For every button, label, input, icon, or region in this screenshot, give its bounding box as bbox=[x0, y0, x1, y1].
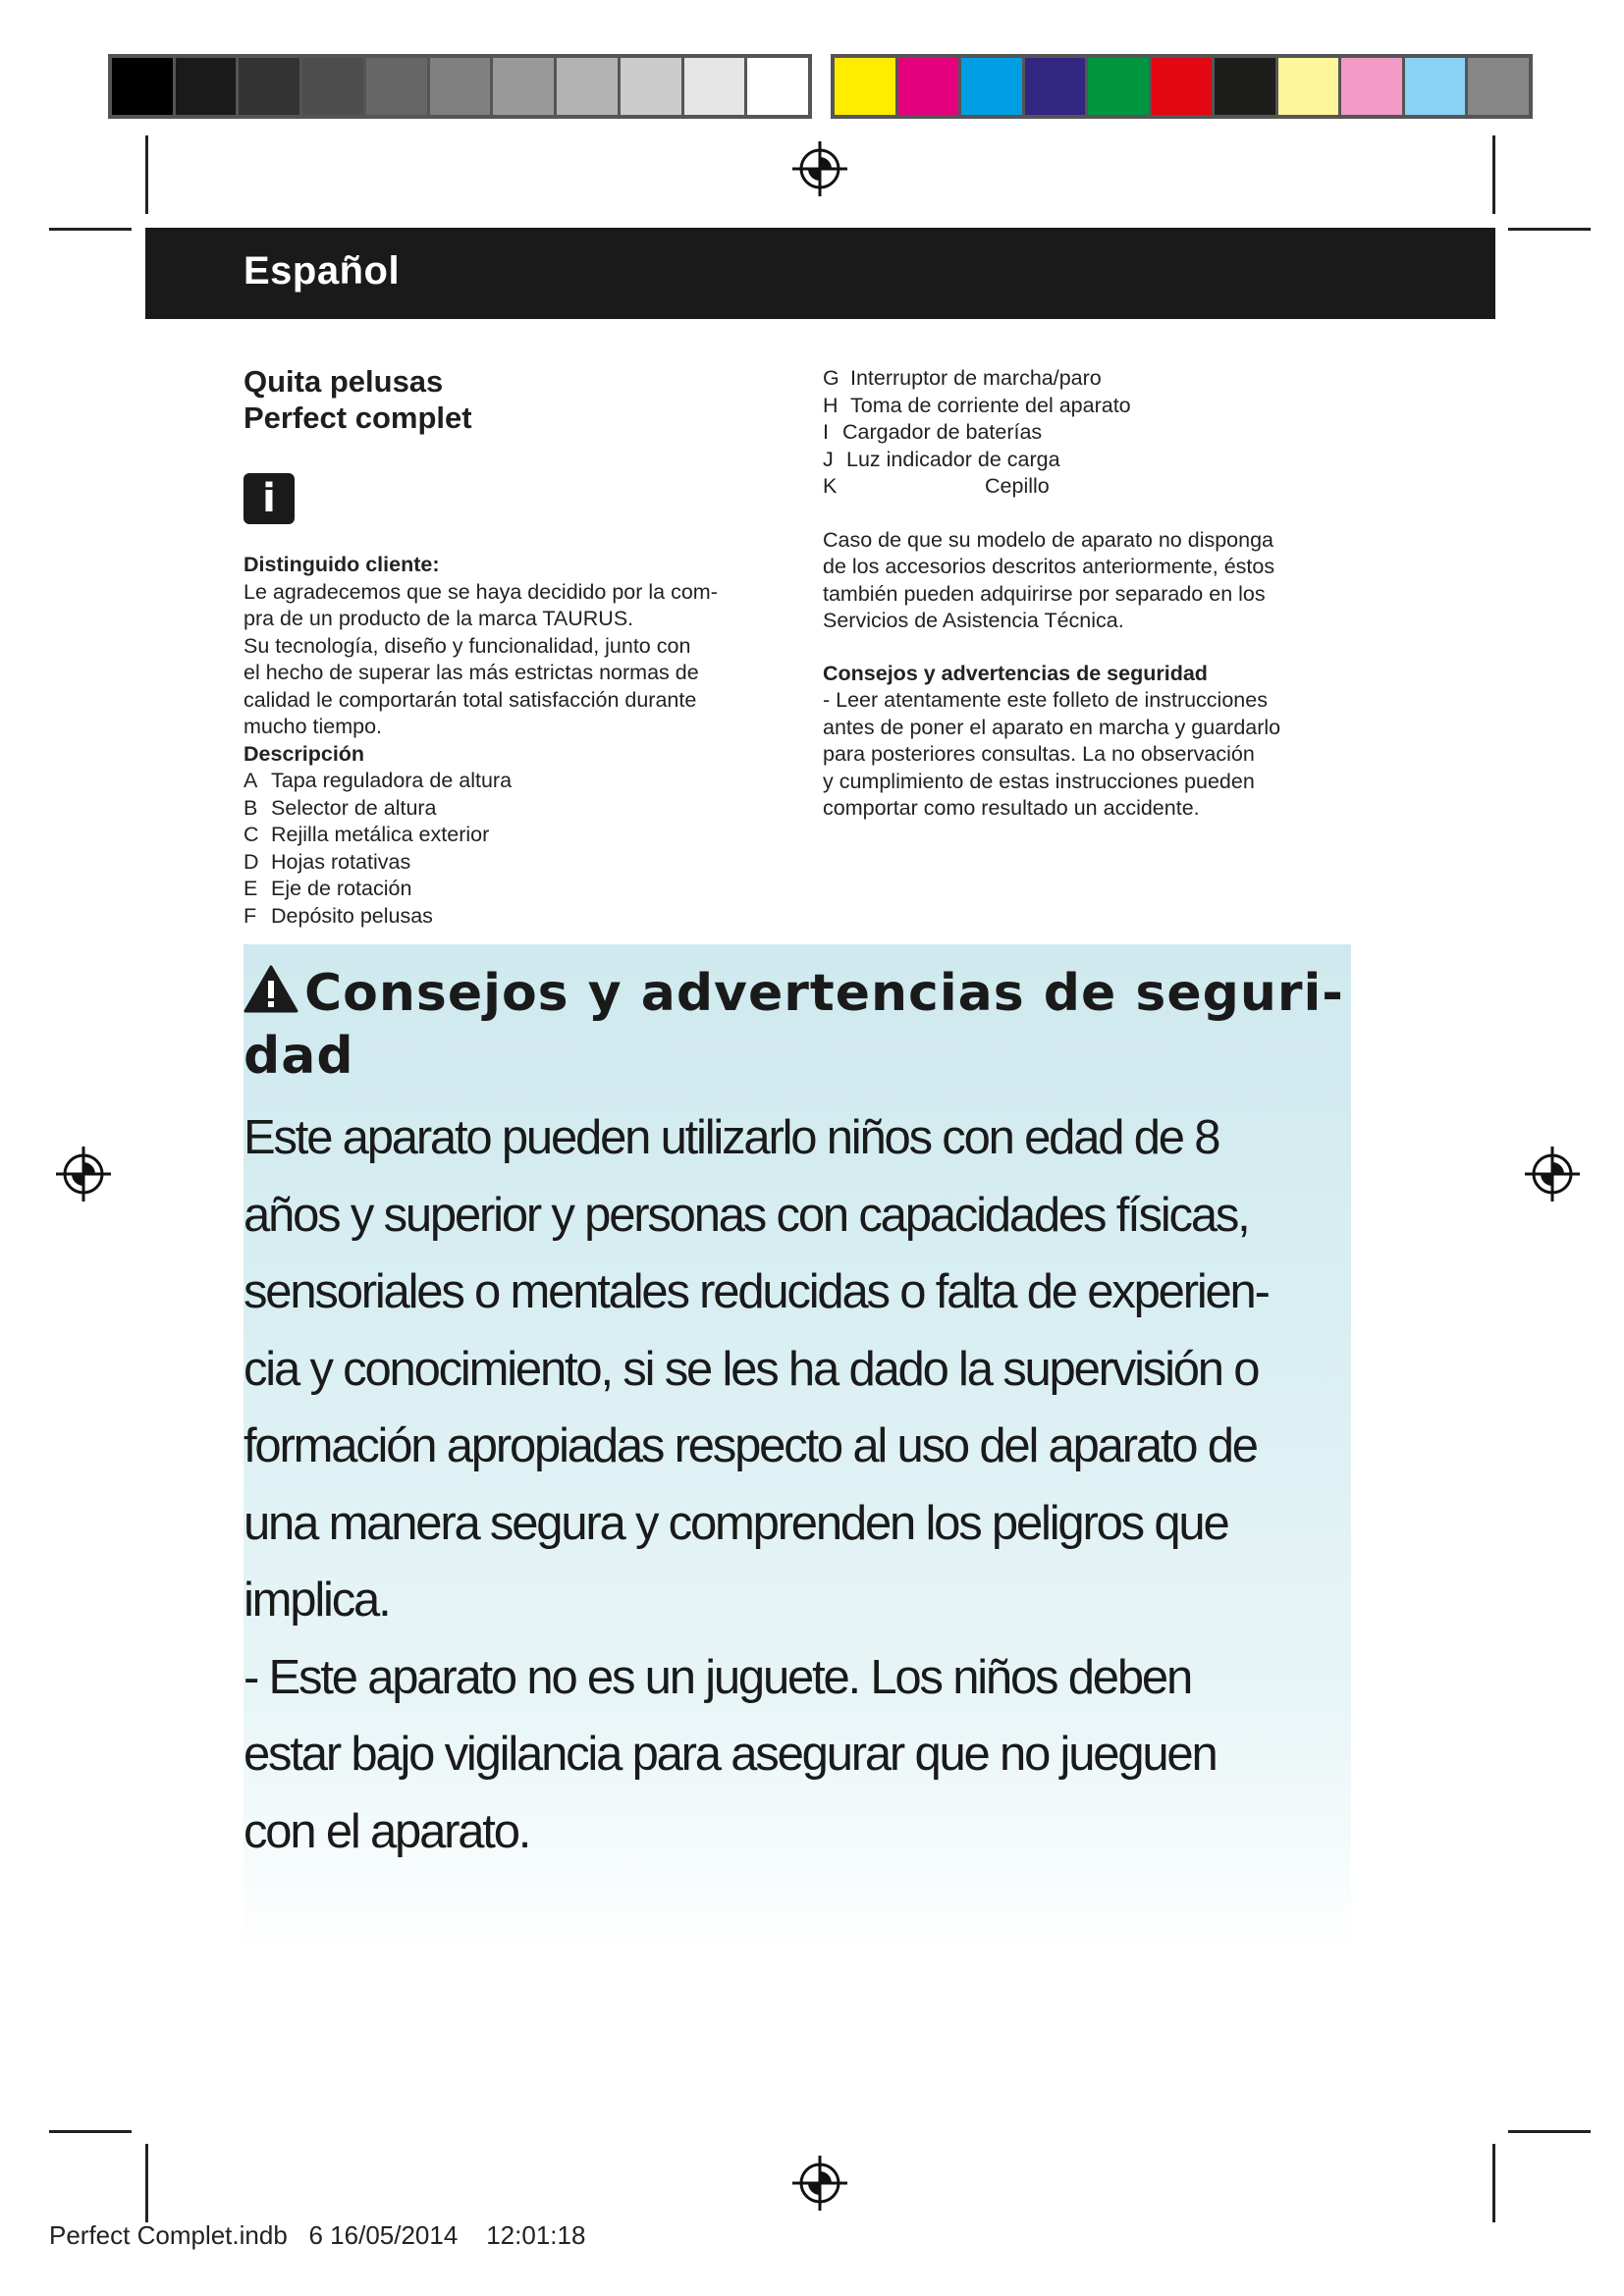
color-swatch-3 bbox=[1025, 58, 1089, 115]
list-item bbox=[823, 419, 1333, 447]
safety-body-line: con el aparato. bbox=[244, 1804, 530, 1858]
safety-body-line: estar bajo vigilancia para asegurar que no jueguen bbox=[244, 1728, 1217, 1781]
color-swatch-5 bbox=[1152, 58, 1216, 115]
accessories-line: de los accesorios descritos anteriormente, éstos bbox=[823, 555, 1275, 578]
gray-swatch-6 bbox=[493, 58, 557, 115]
gray-swatch-7 bbox=[557, 58, 621, 115]
safety-intro-paragraph bbox=[823, 687, 1333, 823]
part-label: Eje de rotación bbox=[271, 877, 412, 900]
safety-intro-line: y cumplimiento de estas instrucciones pueden bbox=[823, 769, 1255, 793]
registration-mark-icon bbox=[1525, 1147, 1580, 1201]
part-letter: K bbox=[823, 474, 838, 498]
accessories-line: también pueden adquirirse por separado en los bbox=[823, 581, 1266, 606]
parts-list bbox=[244, 768, 764, 930]
part-letter: F bbox=[244, 903, 257, 928]
crop-mark-top-left-horizontal bbox=[49, 228, 132, 231]
language-title: Español bbox=[244, 249, 401, 293]
list-item bbox=[244, 822, 764, 849]
safety-heading bbox=[244, 962, 1351, 1088]
list-item bbox=[823, 393, 1333, 420]
part-letter: G bbox=[823, 366, 839, 390]
greeting-line: pra de un producto de la marca TAURUS. bbox=[244, 607, 634, 630]
gray-swatch-3 bbox=[302, 58, 366, 115]
part-letter: A bbox=[244, 769, 258, 792]
safety-body-line: cia y conocimiento, si se les ha dado la supervisión o bbox=[244, 1342, 1259, 1396]
greeting-line: calidad le comportarán total satisfacción durante bbox=[244, 687, 697, 712]
safety-subtitle: Consejos y advertencias de seguridad bbox=[823, 661, 1208, 685]
part-letter: I bbox=[823, 420, 829, 444]
slug-date: 16/05/2014 bbox=[330, 2220, 459, 2250]
registration-mark-icon bbox=[792, 2156, 847, 2211]
greeting-line: Su tecnología, diseño y funcionalidad, junto con bbox=[244, 633, 691, 658]
grayscale-color-bar bbox=[108, 54, 812, 119]
color-swatch-7 bbox=[1278, 58, 1342, 115]
safety-warning-box bbox=[244, 944, 1351, 1953]
color-swatch-4 bbox=[1088, 58, 1152, 115]
left-column bbox=[244, 363, 764, 930]
crop-mark-bottom-left-horizontal bbox=[49, 2130, 132, 2133]
safety-intro-line: - Leer atentamente este folleto de instrucciones bbox=[823, 688, 1268, 712]
crop-mark-top-right-vertical bbox=[1492, 135, 1495, 214]
description-title: Descripción bbox=[244, 741, 365, 766]
part-letter: E bbox=[244, 877, 258, 900]
safety-heading-line1: Consejos y advertencias de seguri- bbox=[304, 964, 1344, 1023]
color-swatch-0 bbox=[835, 58, 898, 115]
part-label: Selector de altura bbox=[271, 795, 437, 820]
gray-swatch-1 bbox=[176, 58, 240, 115]
accessories-paragraph bbox=[823, 527, 1333, 635]
gray-swatch-0 bbox=[112, 58, 176, 115]
parts-list-continued bbox=[823, 365, 1333, 501]
greeting-line: mucho tiempo. bbox=[244, 715, 383, 738]
safety-body-line: sensoriales o mentales reducidas o falta de experien- bbox=[244, 1265, 1269, 1318]
registration-mark-icon bbox=[56, 1147, 111, 1201]
accessories-line: Servicios de Asistencia Técnica. bbox=[823, 609, 1124, 632]
part-letter: H bbox=[823, 393, 839, 417]
part-label: Cepillo bbox=[985, 474, 1050, 498]
part-label: Interruptor de marcha/paro bbox=[850, 366, 1102, 390]
safety-intro-line: comportar como resultado un accidente. bbox=[823, 796, 1200, 820]
part-letter: C bbox=[244, 823, 259, 846]
crop-mark-top-right-horizontal bbox=[1508, 228, 1591, 231]
language-header-band bbox=[145, 228, 1495, 319]
crop-mark-bottom-left-vertical bbox=[145, 2144, 148, 2222]
color-swatch-2 bbox=[961, 58, 1025, 115]
safety-body-line: implica. bbox=[244, 1574, 390, 1627]
accessories-line: Caso de que su modelo de aparato no disponga bbox=[823, 527, 1274, 552]
color-swatch-6 bbox=[1215, 58, 1278, 115]
crop-mark-bottom-right-horizontal bbox=[1508, 2130, 1591, 2133]
print-slug bbox=[49, 2220, 585, 2251]
greeting-line: Le agradecemos que se haya decidido por la com- bbox=[244, 579, 718, 604]
safety-body bbox=[244, 1099, 1351, 1870]
product-name-line2: Perfect complet bbox=[244, 400, 472, 435]
gray-swatch-8 bbox=[621, 58, 684, 115]
info-icon: i bbox=[244, 473, 295, 524]
list-item bbox=[244, 795, 764, 823]
slug-time: 12:01:18 bbox=[486, 2220, 586, 2250]
part-label: Luz indicador de carga bbox=[846, 447, 1060, 471]
list-item bbox=[244, 768, 764, 795]
crop-mark-bottom-right-vertical bbox=[1492, 2144, 1495, 2222]
part-letter: B bbox=[244, 795, 258, 820]
part-label: Cargador de baterías bbox=[842, 420, 1043, 444]
list-item bbox=[823, 365, 1333, 393]
color-swatch-9 bbox=[1405, 58, 1469, 115]
list-item bbox=[244, 849, 764, 877]
gray-swatch-10 bbox=[747, 58, 808, 115]
part-letter: D bbox=[244, 849, 259, 874]
crop-mark-top-left-vertical bbox=[145, 135, 148, 214]
part-label: Hojas rotativas bbox=[271, 849, 411, 874]
color-swatch-10 bbox=[1468, 58, 1529, 115]
greeting-paragraph bbox=[244, 579, 764, 741]
part-letter: J bbox=[823, 447, 834, 471]
part-label: Depósito pelusas bbox=[271, 903, 433, 928]
product-name-line1: Quita pelusas bbox=[244, 364, 444, 399]
safety-heading-line2: dad bbox=[244, 1027, 354, 1086]
color-swatch-8 bbox=[1341, 58, 1405, 115]
gray-swatch-2 bbox=[239, 58, 302, 115]
greeting-title: Distinguido cliente: bbox=[244, 553, 440, 576]
safety-body-line: formación apropiadas respecto al uso del aparato de bbox=[244, 1419, 1257, 1472]
part-label: Tapa reguladora de altura bbox=[271, 769, 513, 792]
process-color-bar bbox=[831, 54, 1533, 119]
list-item bbox=[823, 473, 1333, 501]
safety-body-line: Este aparato pueden utilizarlo niños con edad de 8 bbox=[244, 1111, 1219, 1164]
greeting-line: el hecho de superar las más estrictas normas de bbox=[244, 661, 699, 684]
gray-swatch-4 bbox=[366, 58, 430, 115]
safety-body-line: una manera segura y comprenden los peligros que bbox=[244, 1496, 1228, 1550]
list-item bbox=[823, 447, 1333, 474]
list-item bbox=[244, 903, 764, 931]
warning-triangle-icon bbox=[244, 965, 298, 1014]
color-swatch-1 bbox=[898, 58, 962, 115]
part-label: Rejilla metálica exterior bbox=[271, 823, 490, 846]
gray-swatch-5 bbox=[430, 58, 494, 115]
slug-file-name: Perfect Complet.indb bbox=[49, 2220, 288, 2250]
registration-mark-icon bbox=[792, 141, 847, 196]
slug-page: 6 bbox=[308, 2220, 323, 2250]
safety-intro-line: antes de poner el aparato en marcha y guardarlo bbox=[823, 715, 1281, 739]
safety-intro-line: para posteriores consultas. La no observación bbox=[823, 742, 1255, 766]
right-column bbox=[823, 365, 1333, 823]
part-label: Toma de corriente del aparato bbox=[850, 393, 1131, 417]
safety-body-line: años y superior y personas con capacidades físicas, bbox=[244, 1188, 1249, 1242]
safety-body-line: - Este aparato no es un juguete. Los niños deben bbox=[244, 1650, 1192, 1704]
list-item bbox=[244, 876, 764, 903]
gray-swatch-9 bbox=[684, 58, 748, 115]
